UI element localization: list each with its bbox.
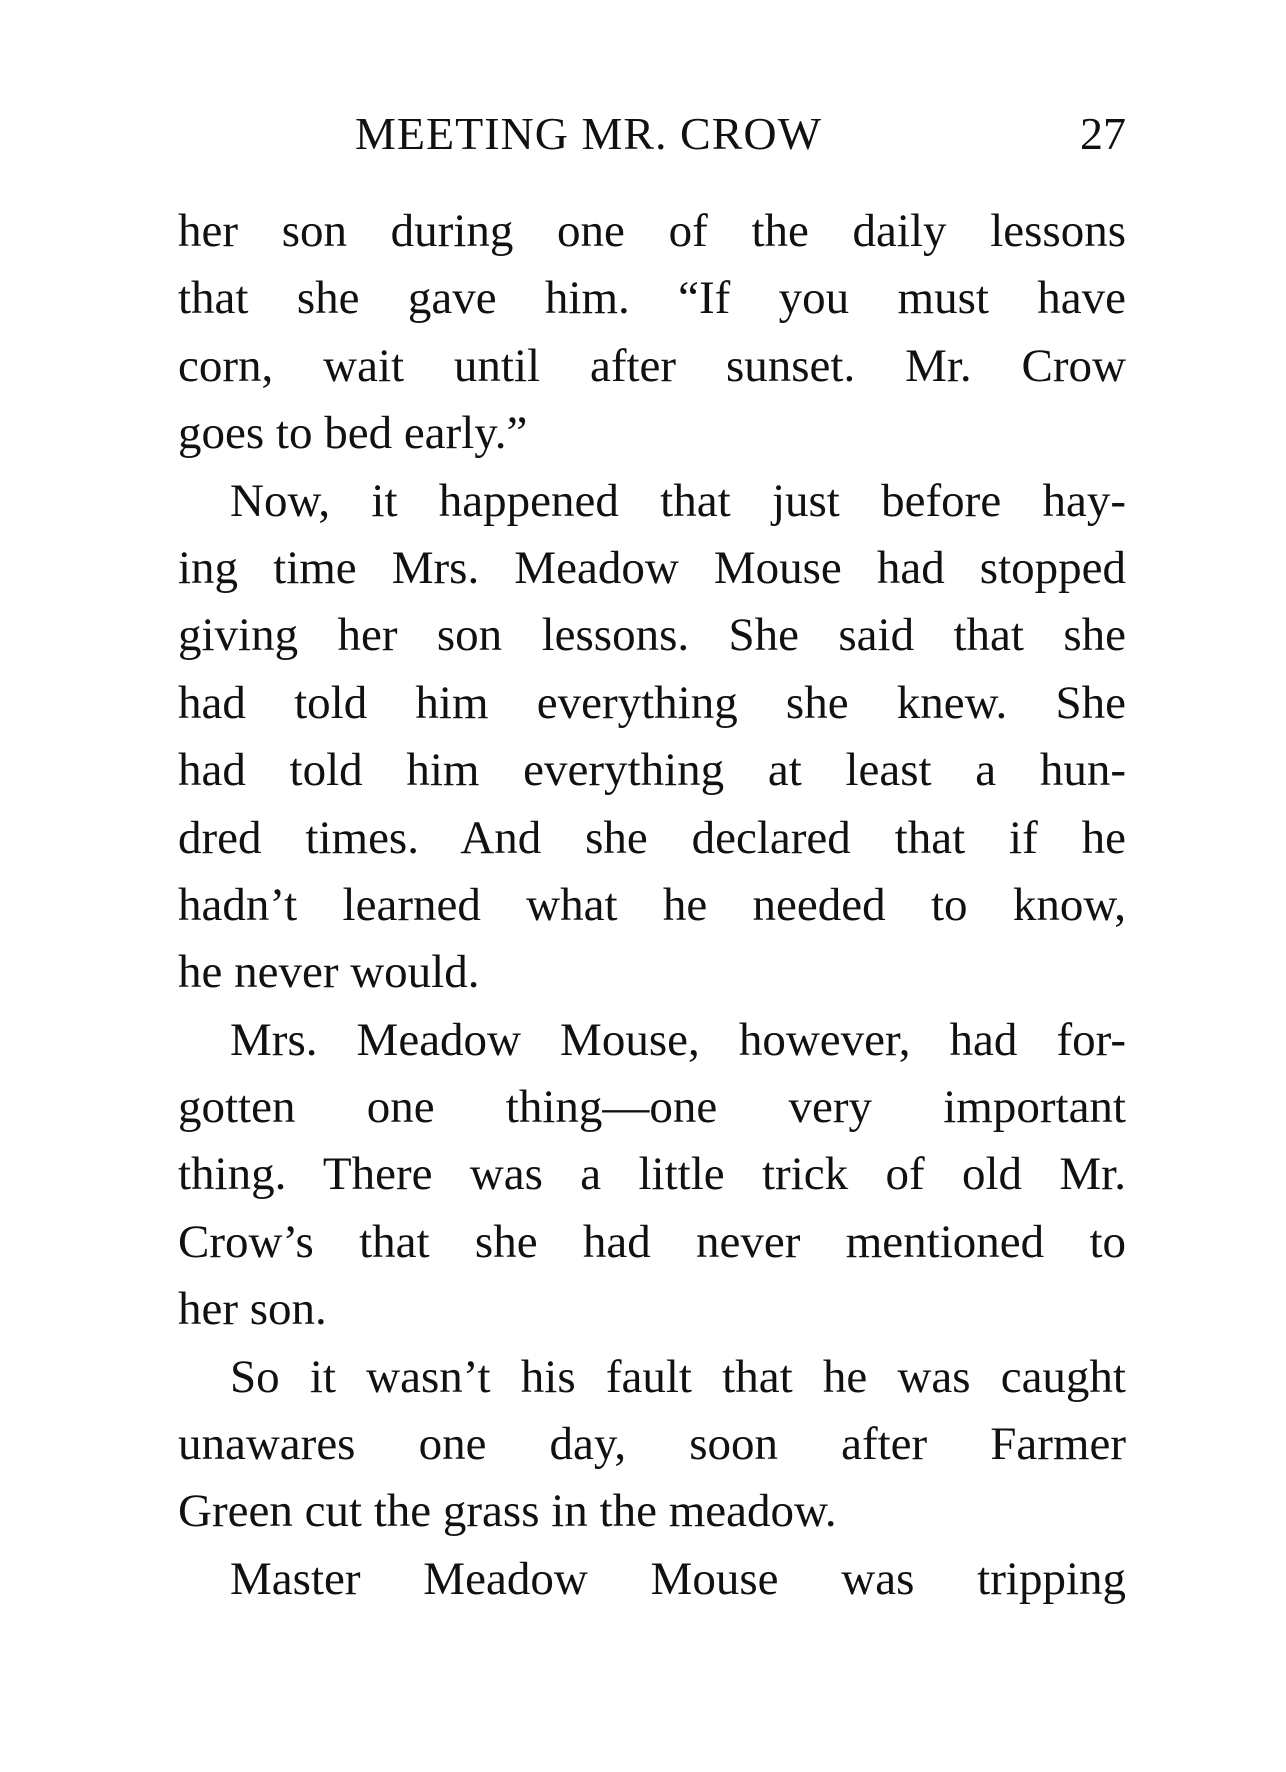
text-line: thing. There was a little trick of old Mr. [178,1148,1126,1201]
text-line: had told him everything at least a hun- [178,744,1126,797]
text-line: Now, it happened that just before hay- [230,474,1126,527]
text-line: goes to bed early.” [178,407,528,460]
text-line: her son. [178,1283,327,1336]
text-line: Master Meadow Mouse was tripping [230,1552,1126,1605]
running-title: MEETING MR. CROW [355,108,823,159]
text-line: unawares one day, soon after Farmer [178,1418,1126,1471]
text-line: had told him everything she knew. She [178,676,1126,729]
text-line: Crow’s that she had never mentioned to [178,1215,1126,1268]
text-line: gotten one thing—one very important [178,1081,1126,1134]
text-line: giving her son lessons. She said that she [178,609,1126,662]
text-line: So it wasn’t his fault that he was caught [230,1350,1126,1403]
page-header [178,104,1126,164]
text-line: her son during one of the daily lessons [178,205,1126,257]
text-line: hadn’t learned what he needed to know, [178,878,1126,931]
text-line: Mrs. Meadow Mouse, however, had for- [230,1013,1126,1066]
body-text [178,198,1126,1613]
text-line: that she gave him. “If you must have [178,272,1126,325]
text-line: corn, wait until after sunset. Mr. Crow [178,339,1126,392]
text-line: Green cut the grass in the meadow. [178,1485,837,1538]
text-line: ing time Mrs. Meadow Mouse had stopped [178,541,1126,594]
text-line: dred times. And she declared that if he [178,811,1126,864]
page-number: 27 [1080,108,1126,159]
text-line: he never would. [178,946,480,999]
